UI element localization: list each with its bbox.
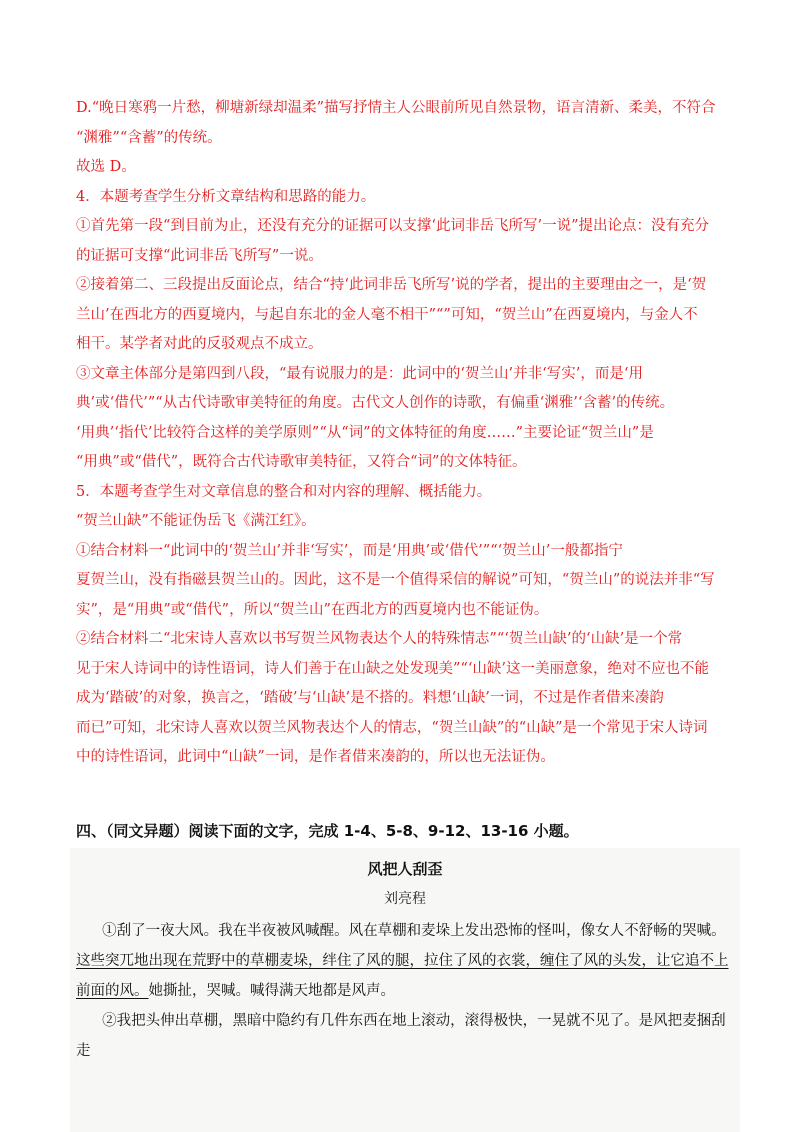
answer-line: 夏贺兰山，没有指磁县贺兰山的。因此，这不是一个值得采信的解说”可知，“贺兰山”的说法并非“写: [76, 572, 715, 588]
answer-line: ①结合材料一“此词中的‘贺兰山’并非‘写实’，而是‘用典’或‘借代’”“‘贺兰山’一般都指宁: [76, 542, 623, 559]
passage-paragraph-1: [76, 916, 732, 1006]
answer-line: “贺兰山缺”不能证伪岳飞《满江红》。: [76, 513, 316, 529]
reading-passage: [70, 848, 740, 1132]
answer-line: ①首先第一段“到目前为止，还没有充分的证据可以支撑‘此词非岳飞所写’一说”提出论点：没有充分: [76, 218, 710, 234]
answer-line: 典’或‘借代’”“从古代诗歌审美特征的角度。古代文人创作的诗歌，有偏重‘渊雅’‘含蓄’的传统。: [76, 395, 675, 411]
answer-line: 5．本题考查学生对文章信息的整合和对内容的理解、概括能力。: [76, 483, 492, 500]
answer-line: 故选 D。: [76, 159, 136, 175]
passage-author: 刘亮程: [384, 891, 426, 907]
answer-line: 中的诗性语词，此词中“山缺”一词，是作者借来凑韵的，所以也无法证伪。: [76, 749, 555, 765]
answer-line: 而已”可知，北宋诗人喜欢以贺兰风物表达个人的情志，“贺兰山缺”的“山缺”是一个常见于宋人诗词: [76, 719, 708, 736]
answer-line: 见于宋人诗词中的诗性语词，诗人们善于在山缺之处发现美”“‘山缺’这一美丽意象，绝对不应也不能: [76, 660, 710, 677]
answer-line: 兰山’在西北方的西夏境内，与起自东北的金人毫不相干”“”可知，“贺兰山”在西夏境内，与金人不: [76, 306, 698, 323]
passage-paragraph-2: ②我把头伸出草棚，黑暗中隐约有几件东西在地上滚动，滚得极快，一晃就不见了。是风把麦捆刮走: [76, 1013, 726, 1059]
answer-line: ②结合材料二“北宋诗人喜欢以书写贺兰风物表达个人的特殊情志”“‘贺兰山缺’的‘山缺’是一个常: [76, 631, 683, 647]
paragraph-text: 她撕扯，哭喊。喊得满天地都是风声。: [148, 983, 395, 999]
answer-line: D.“晚日寒鸦一片愁，柳塘新绿却温柔”描写抒情主人公眼前所见自然景物，语言清新、柔美，不符合: [76, 100, 716, 116]
passage-body: [76, 916, 732, 1066]
answer-line: ③文章主体部分是第四到八段，“最有说服力的是：此词中的‘贺兰山’并非‘写实’，而是‘用: [76, 365, 643, 382]
answer-line: ‘用典’‘指代’比较符合这样的美学原则”“从“词”的文体特征的角度……”主要论证“贺兰山”是: [76, 424, 654, 441]
paragraph-text: ①刮了一夜大风。我在半夜被风喊醒。风在草棚和麦垛上发出恐怖的怪叫，像女人不舒畅的哭喊。: [102, 923, 726, 939]
answer-line: 实”，是“用典”或“借代”，所以“贺兰山”在西北方的西夏境内也不能证伪。: [76, 601, 549, 618]
passage-title: 风把人刮歪: [367, 860, 443, 878]
answer-line: 的证据可支撑“此词非岳飞所写”一说。: [76, 247, 323, 264]
answer-line: 4．本题考查学生分析文章结构和思路的能力。: [76, 188, 376, 205]
answer-explanations: [76, 94, 736, 773]
answer-line: ②接着第二、三段提出反面论点，结合“持‘此词非岳飞所写’说的学者，提出的主要理由之一，是‘贺: [76, 277, 707, 293]
section-heading: 四、（同文异题）阅读下面的文字，完成 1-4、5-8、9-12、13-16 小题。: [76, 822, 579, 840]
answer-line: “用典”或“借代”，既符合古代诗歌审美特征，又符合“词”的文体特征。: [76, 454, 527, 470]
answer-line: “渊雅”“含蓄”的传统。: [76, 129, 222, 146]
answer-line: 相干。某学者对此的反驳观点不成立。: [76, 336, 323, 352]
underlined-sentence: 这些突兀地出现在荒野中的草棚麦垛，绊住了风的腿，拉住了风的衣裳，缠住了风的头发，让它追不上前面的风。: [76, 953, 729, 999]
answer-line: 成为‘踏破’的对象，换言之，‘踏破’与‘山缺’是不搭的。料想‘山缺’一词，不过是作者借来凑韵: [76, 690, 664, 706]
